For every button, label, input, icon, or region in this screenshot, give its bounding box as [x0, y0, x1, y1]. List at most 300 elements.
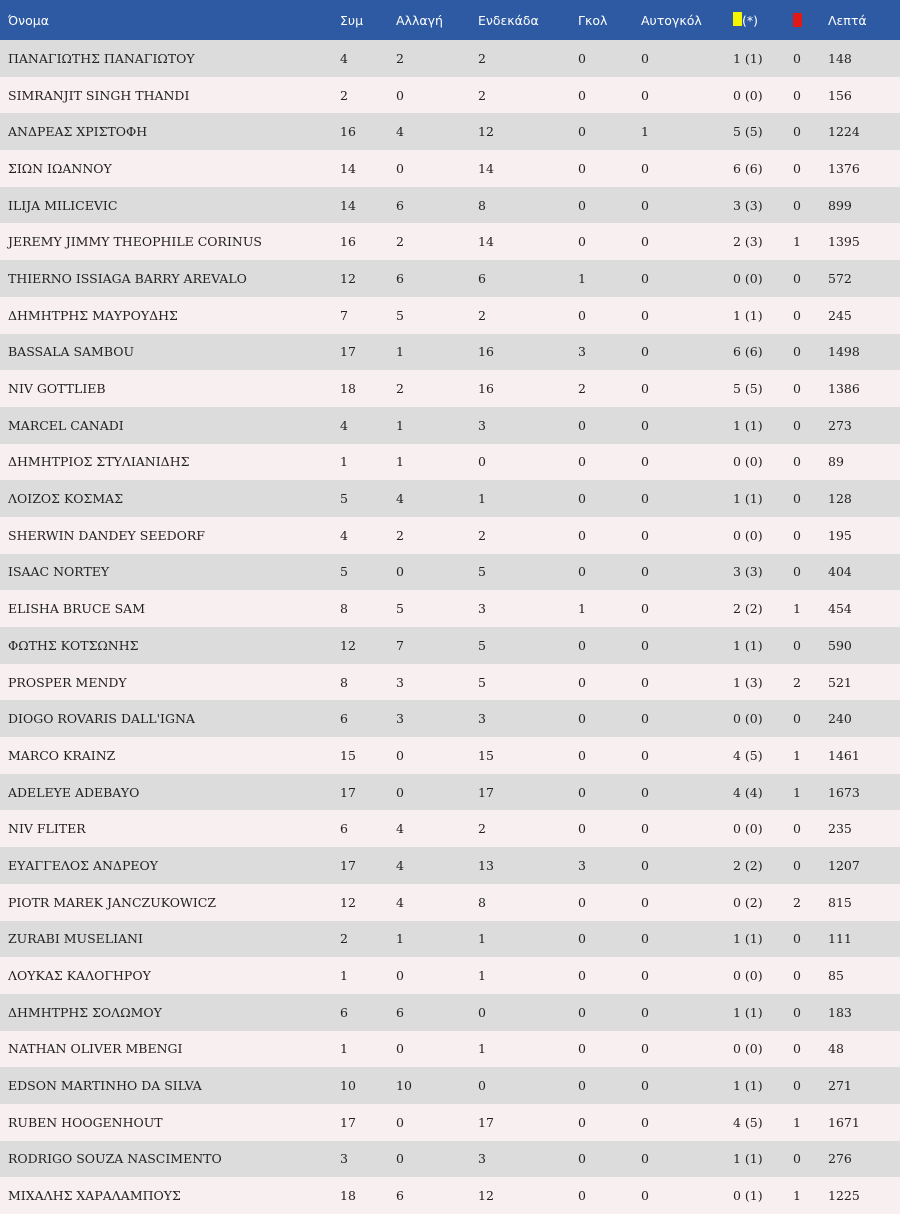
cell-minutes: 815 [828, 894, 852, 910]
cell-starts: 16 [478, 344, 494, 360]
cell-goals: 0 [578, 417, 586, 433]
cell-apps: 14 [340, 197, 356, 213]
cell-minutes: 271 [828, 1078, 852, 1094]
cell-minutes: 273 [828, 417, 852, 433]
cell-apps: 17 [340, 344, 356, 360]
cell-yellow-cards: 0 (0) [733, 270, 763, 286]
cell-apps: 7 [340, 307, 348, 323]
cell-name: ΠΑΝΑΓΙΩΤΗΣ ΠΑΝΑΓΙΩΤΟΥ [8, 50, 195, 66]
table-row [0, 554, 900, 591]
cell-red-cards: 0 [793, 1151, 801, 1167]
cell-minutes: 1395 [828, 234, 860, 250]
cell-starts: 17 [478, 784, 494, 800]
cell-goals: 3 [578, 344, 586, 360]
table-header [0, 0, 900, 40]
cell-minutes: 195 [828, 527, 852, 543]
cell-yellow-cards: 0 (0) [733, 821, 763, 837]
column-header-subs[interactable]: Αλλαγή [396, 12, 443, 28]
cell-own-goals: 0 [641, 417, 649, 433]
cell-minutes: 1386 [828, 381, 860, 397]
cell-yellow-cards: 3 (3) [733, 197, 763, 213]
cell-starts: 1 [478, 931, 486, 947]
table-row [0, 774, 900, 811]
cell-subs: 6 [396, 1188, 404, 1204]
cell-subs: 5 [396, 601, 404, 617]
cell-goals: 1 [578, 601, 586, 617]
cell-name: PROSPER MENDY [8, 674, 127, 690]
cell-own-goals: 0 [641, 491, 649, 507]
cell-name: BASSALA SAMBOU [8, 344, 135, 360]
cell-subs: 7 [396, 637, 404, 653]
cell-red-cards: 2 [793, 894, 801, 910]
cell-goals: 0 [578, 747, 586, 763]
cell-red-cards: 0 [793, 564, 801, 580]
column-header-starts[interactable]: Ενδεκάδα [478, 12, 539, 28]
cell-apps: 6 [340, 711, 348, 727]
cell-name: ΕΥΑΓΓΕΛΟΣ ΑΝΔΡΕΟΥ [8, 857, 158, 873]
cell-yellow-cards: 4 (5) [733, 1114, 763, 1130]
cell-name: ΔΗΜΗΤΡΙΟΣ ΣΤΥΛΙΑΝΙΔΗΣ [8, 454, 190, 470]
cell-starts: 13 [478, 857, 494, 873]
cell-minutes: 1461 [828, 747, 860, 763]
cell-goals: 0 [578, 674, 586, 690]
cell-apps: 1 [340, 1041, 348, 1057]
cell-subs: 1 [396, 454, 404, 470]
cell-yellow-cards: 1 (1) [733, 1151, 763, 1167]
cell-starts: 0 [478, 1004, 486, 1020]
cell-subs: 0 [396, 87, 404, 103]
cell-red-cards: 0 [793, 87, 801, 103]
cell-yellow-cards: 3 (3) [733, 564, 763, 580]
column-header-red-cards[interactable] [785, 0, 820, 40]
cell-subs: 2 [396, 50, 404, 66]
table-row [0, 994, 900, 1031]
cell-subs: 2 [396, 381, 404, 397]
cell-minutes: 454 [828, 601, 852, 617]
cell-red-cards: 1 [793, 1188, 801, 1204]
cell-minutes: 1498 [828, 344, 860, 360]
cell-subs: 6 [396, 270, 404, 286]
cell-subs: 4 [396, 821, 404, 837]
cell-red-cards: 0 [793, 1078, 801, 1094]
cell-red-cards: 0 [793, 417, 801, 433]
cell-name: RODRIGO SOUZA NASCIMENTO [8, 1151, 222, 1167]
cell-goals: 0 [578, 968, 586, 984]
cell-goals: 0 [578, 491, 586, 507]
table-row [0, 223, 900, 260]
cell-yellow-cards: 4 (5) [733, 747, 763, 763]
cell-goals: 2 [578, 381, 586, 397]
cell-goals: 0 [578, 821, 586, 837]
cell-subs: 6 [396, 1004, 404, 1020]
cell-own-goals: 0 [641, 1078, 649, 1094]
cell-yellow-cards: 1 (1) [733, 417, 763, 433]
table-row [0, 334, 900, 371]
cell-own-goals: 0 [641, 968, 649, 984]
cell-starts: 5 [478, 674, 486, 690]
cell-own-goals: 0 [641, 894, 649, 910]
cell-red-cards: 0 [793, 821, 801, 837]
cell-goals: 0 [578, 1151, 586, 1167]
cell-name: ΛΟΙΖΟΣ ΚΟΣΜΑΣ [8, 491, 124, 507]
cell-red-cards: 0 [793, 197, 801, 213]
cell-subs: 1 [396, 344, 404, 360]
cell-name: ZURABI MUSELIANI [8, 931, 143, 947]
cell-subs: 1 [396, 931, 404, 947]
cell-name: ELISHA BRUCE SAM [8, 601, 146, 617]
cell-starts: 3 [478, 601, 486, 617]
cell-name: NIV GOTTLIEB [8, 381, 106, 397]
table-row [0, 150, 900, 187]
cell-goals: 0 [578, 1078, 586, 1094]
cell-starts: 8 [478, 894, 486, 910]
cell-own-goals: 0 [641, 1004, 649, 1020]
cell-yellow-cards: 2 (3) [733, 234, 763, 250]
cell-goals: 0 [578, 637, 586, 653]
cell-minutes: 48 [828, 1041, 844, 1057]
cell-goals: 0 [578, 784, 586, 800]
cell-starts: 3 [478, 711, 486, 727]
cell-own-goals: 0 [641, 1151, 649, 1167]
cell-yellow-cards: 0 (0) [733, 454, 763, 470]
column-header-minutes[interactable]: Λεπτά [828, 12, 867, 28]
cell-own-goals: 0 [641, 674, 649, 690]
cell-red-cards: 0 [793, 381, 801, 397]
cell-minutes: 240 [828, 711, 852, 727]
cell-red-cards: 2 [793, 674, 801, 690]
cell-goals: 1 [578, 270, 586, 286]
column-header-goals[interactable]: Γκολ [578, 12, 608, 28]
cell-goals: 0 [578, 124, 586, 140]
cell-goals: 0 [578, 197, 586, 213]
cell-minutes: 521 [828, 674, 852, 690]
table-row [0, 517, 900, 554]
table-row [0, 297, 900, 334]
cell-apps: 17 [340, 1114, 356, 1130]
yellow-card-suffix: (*) [742, 13, 759, 28]
cell-own-goals: 0 [641, 381, 649, 397]
cell-apps: 5 [340, 491, 348, 507]
cell-minutes: 148 [828, 50, 852, 66]
cell-minutes: 404 [828, 564, 852, 580]
table-row [0, 1031, 900, 1068]
cell-apps: 5 [340, 564, 348, 580]
cell-red-cards: 0 [793, 344, 801, 360]
cell-starts: 12 [478, 124, 494, 140]
cell-name: SHERWIN DANDEY SEEDORF [8, 527, 205, 543]
cell-name: ΦΩΤΗΣ ΚΟΤΣΩΝΗΣ [8, 637, 139, 653]
cell-minutes: 590 [828, 637, 852, 653]
cell-name: ΔΗΜΗΤΡΗΣ ΜΑΥΡΟΥΔΗΣ [8, 307, 178, 323]
cell-red-cards: 1 [793, 747, 801, 763]
cell-red-cards: 0 [793, 124, 801, 140]
cell-apps: 15 [340, 747, 356, 763]
cell-subs: 6 [396, 197, 404, 213]
cell-apps: 1 [340, 968, 348, 984]
table-row [0, 444, 900, 481]
column-header-own-goals[interactable]: Αυτογκόλ [641, 12, 702, 28]
cell-goals: 0 [578, 1188, 586, 1204]
cell-red-cards: 0 [793, 968, 801, 984]
cell-name: ΛΟΥΚΑΣ ΚΑΛΟΓΗΡΟΥ [8, 968, 151, 984]
cell-own-goals: 0 [641, 1188, 649, 1204]
yellow-card-icon [733, 12, 742, 26]
cell-yellow-cards: 0 (2) [733, 894, 763, 910]
cell-apps: 17 [340, 784, 356, 800]
cell-own-goals: 0 [641, 527, 649, 543]
cell-own-goals: 0 [641, 747, 649, 763]
cell-yellow-cards: 1 (1) [733, 1078, 763, 1094]
cell-minutes: 183 [828, 1004, 852, 1020]
table-row [0, 407, 900, 444]
cell-minutes: 111 [828, 931, 852, 947]
table-row [0, 187, 900, 224]
cell-goals: 0 [578, 711, 586, 727]
cell-red-cards: 0 [793, 50, 801, 66]
cell-own-goals: 0 [641, 197, 649, 213]
cell-starts: 0 [478, 1078, 486, 1094]
cell-own-goals: 0 [641, 234, 649, 250]
cell-subs: 0 [396, 1114, 404, 1130]
cell-apps: 6 [340, 821, 348, 837]
cell-red-cards: 0 [793, 270, 801, 286]
table-row [0, 370, 900, 407]
cell-minutes: 1673 [828, 784, 860, 800]
column-header-name[interactable]: Όνομα [8, 12, 49, 28]
cell-minutes: 1671 [828, 1114, 860, 1130]
cell-starts: 14 [478, 160, 494, 176]
cell-subs: 3 [396, 711, 404, 727]
cell-red-cards: 1 [793, 784, 801, 800]
cell-goals: 0 [578, 1004, 586, 1020]
cell-red-cards: 1 [793, 601, 801, 617]
cell-yellow-cards: 0 (0) [733, 711, 763, 727]
cell-goals: 0 [578, 564, 586, 580]
table-row [0, 113, 900, 150]
cell-subs: 0 [396, 784, 404, 800]
cell-starts: 16 [478, 381, 494, 397]
cell-name: NIV FLITER [8, 821, 86, 837]
table-row [0, 664, 900, 701]
cell-yellow-cards: 5 (5) [733, 381, 763, 397]
cell-minutes: 1376 [828, 160, 860, 176]
cell-own-goals: 0 [641, 637, 649, 653]
table-row [0, 1177, 900, 1214]
table-row [0, 1141, 900, 1178]
cell-own-goals: 0 [641, 160, 649, 176]
cell-goals: 0 [578, 931, 586, 947]
cell-name: THIERNO ISSIAGA BARRY AREVALO [8, 270, 247, 286]
cell-name: ΔΗΜΗΤΡΗΣ ΣΟΛΩΜΟΥ [8, 1004, 162, 1020]
cell-starts: 1 [478, 1041, 486, 1057]
cell-own-goals: 0 [641, 344, 649, 360]
header-row [0, 0, 900, 40]
cell-yellow-cards: 1 (1) [733, 50, 763, 66]
cell-starts: 17 [478, 1114, 494, 1130]
cell-own-goals: 0 [641, 307, 649, 323]
cell-starts: 3 [478, 1151, 486, 1167]
cell-yellow-cards: 4 (4) [733, 784, 763, 800]
table-row [0, 40, 900, 77]
cell-apps: 1 [340, 454, 348, 470]
cell-subs: 0 [396, 747, 404, 763]
cell-apps: 8 [340, 674, 348, 690]
cell-yellow-cards: 1 (1) [733, 491, 763, 507]
cell-minutes: 1224 [828, 124, 860, 140]
table-row [0, 847, 900, 884]
cell-goals: 0 [578, 527, 586, 543]
cell-red-cards: 0 [793, 857, 801, 873]
table-row [0, 1104, 900, 1141]
cell-apps: 12 [340, 637, 356, 653]
cell-apps: 2 [340, 87, 348, 103]
cell-own-goals: 0 [641, 50, 649, 66]
cell-apps: 18 [340, 381, 356, 397]
cell-minutes: 245 [828, 307, 852, 323]
cell-own-goals: 0 [641, 601, 649, 617]
cell-yellow-cards: 1 (1) [733, 307, 763, 323]
cell-own-goals: 1 [641, 124, 649, 140]
cell-apps: 14 [340, 160, 356, 176]
cell-starts: 6 [478, 270, 486, 286]
cell-yellow-cards: 1 (3) [733, 674, 763, 690]
cell-yellow-cards: 0 (0) [733, 527, 763, 543]
cell-subs: 4 [396, 124, 404, 140]
cell-name: ILIJA MILICEVIC [8, 197, 118, 213]
cell-goals: 0 [578, 160, 586, 176]
cell-red-cards: 0 [793, 711, 801, 727]
cell-subs: 4 [396, 894, 404, 910]
cell-red-cards: 0 [793, 1041, 801, 1057]
cell-starts: 1 [478, 491, 486, 507]
table-row [0, 260, 900, 297]
cell-name: ΜΙΧΑΛΗΣ ΧΑΡΑΛΑΜΠΟΥΣ [8, 1188, 181, 1204]
cell-goals: 0 [578, 894, 586, 910]
cell-yellow-cards: 1 (1) [733, 931, 763, 947]
cell-name: MARCO KRAINZ [8, 747, 116, 763]
cell-apps: 4 [340, 527, 348, 543]
cell-red-cards: 0 [793, 491, 801, 507]
table-row [0, 957, 900, 994]
cell-red-cards: 0 [793, 527, 801, 543]
cell-yellow-cards: 0 (0) [733, 968, 763, 984]
cell-name: ΣΙΩΝ ΙΩΑΝΝΟΥ [8, 160, 112, 176]
cell-subs: 4 [396, 857, 404, 873]
cell-name: ADELEYE ADEBAYO [8, 784, 140, 800]
cell-minutes: 899 [828, 197, 852, 213]
cell-yellow-cards: 1 (1) [733, 1004, 763, 1020]
cell-minutes: 572 [828, 270, 852, 286]
cell-own-goals: 0 [641, 1041, 649, 1057]
column-header-yellow-cards[interactable] [725, 0, 785, 40]
cell-own-goals: 0 [641, 821, 649, 837]
cell-starts: 12 [478, 1188, 494, 1204]
cell-apps: 16 [340, 234, 356, 250]
cell-minutes: 235 [828, 821, 852, 837]
cell-apps: 16 [340, 124, 356, 140]
table-row [0, 921, 900, 958]
cell-own-goals: 0 [641, 87, 649, 103]
cell-starts: 1 [478, 968, 486, 984]
cell-subs: 10 [396, 1078, 412, 1094]
cell-own-goals: 0 [641, 564, 649, 580]
cell-red-cards: 0 [793, 454, 801, 470]
table-row [0, 77, 900, 114]
cell-name: ΑΝΔΡΕΑΣ ΧΡΙΣΤΟΦΗ [8, 124, 148, 140]
cell-apps: 17 [340, 857, 356, 873]
cell-own-goals: 0 [641, 931, 649, 947]
cell-starts: 5 [478, 564, 486, 580]
table-row [0, 700, 900, 737]
cell-minutes: 156 [828, 87, 852, 103]
table-body [0, 40, 900, 1214]
cell-apps: 12 [340, 270, 356, 286]
cell-starts: 0 [478, 454, 486, 470]
cell-red-cards: 0 [793, 637, 801, 653]
cell-apps: 6 [340, 1004, 348, 1020]
cell-goals: 0 [578, 1114, 586, 1130]
cell-starts: 5 [478, 637, 486, 653]
cell-yellow-cards: 5 (5) [733, 124, 763, 140]
cell-subs: 2 [396, 234, 404, 250]
cell-starts: 2 [478, 527, 486, 543]
cell-own-goals: 0 [641, 711, 649, 727]
cell-goals: 0 [578, 307, 586, 323]
red-card-icon [793, 13, 802, 27]
cell-apps: 2 [340, 931, 348, 947]
cell-name: MARCEL CANADI [8, 417, 124, 433]
cell-apps: 8 [340, 601, 348, 617]
cell-apps: 10 [340, 1078, 356, 1094]
cell-goals: 3 [578, 857, 586, 873]
cell-yellow-cards: 0 (0) [733, 1041, 763, 1057]
cell-apps: 3 [340, 1151, 348, 1167]
cell-subs: 0 [396, 968, 404, 984]
cell-subs: 5 [396, 307, 404, 323]
cell-yellow-cards: 1 (1) [733, 637, 763, 653]
cell-starts: 15 [478, 747, 494, 763]
table-row [0, 737, 900, 774]
cell-yellow-cards: 2 (2) [733, 857, 763, 873]
cell-goals: 0 [578, 454, 586, 470]
cell-minutes: 85 [828, 968, 844, 984]
cell-subs: 4 [396, 491, 404, 507]
cell-subs: 0 [396, 1041, 404, 1057]
cell-apps: 4 [340, 50, 348, 66]
cell-apps: 18 [340, 1188, 356, 1204]
cell-red-cards: 0 [793, 307, 801, 323]
cell-subs: 0 [396, 1151, 404, 1167]
cell-own-goals: 0 [641, 1114, 649, 1130]
cell-starts: 3 [478, 417, 486, 433]
cell-yellow-cards: 0 (0) [733, 87, 763, 103]
cell-name: NATHAN OLIVER MBENGI [8, 1041, 183, 1057]
cell-yellow-cards: 0 (1) [733, 1188, 763, 1204]
cell-yellow-cards: 2 (2) [733, 601, 763, 617]
cell-starts: 8 [478, 197, 486, 213]
cell-subs: 3 [396, 674, 404, 690]
cell-red-cards: 1 [793, 1114, 801, 1130]
cell-goals: 0 [578, 1041, 586, 1057]
cell-goals: 0 [578, 234, 586, 250]
cell-own-goals: 0 [641, 857, 649, 873]
column-header-apps[interactable]: Συμ [340, 12, 364, 28]
table-row [0, 1067, 900, 1104]
cell-starts: 2 [478, 307, 486, 323]
cell-name: PIOTR MAREK JANCZUKOWICZ [8, 894, 217, 910]
cell-starts: 2 [478, 821, 486, 837]
cell-name: ISAAC NORTEY [8, 564, 110, 580]
